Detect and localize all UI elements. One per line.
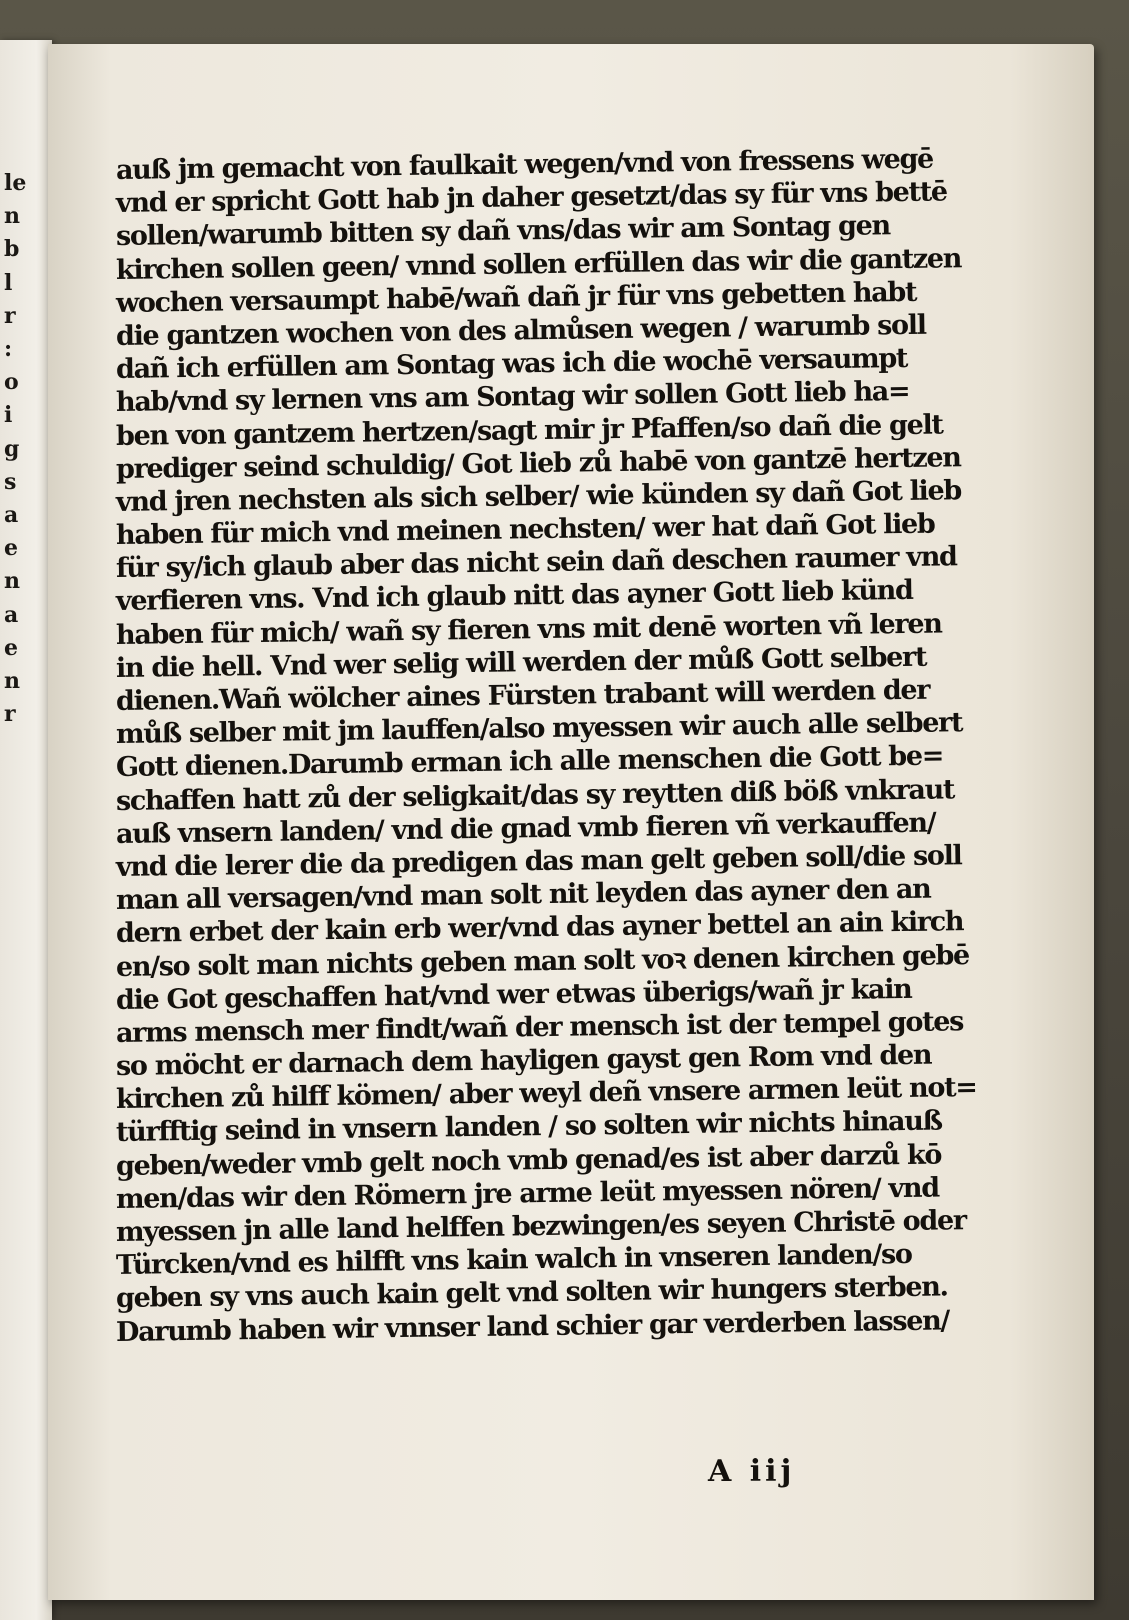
text-line: prediger seind schuldig/ Got lieb zů habē von gantzē hertzen xyxy=(115,441,961,485)
text-line: můß selber mit jm lauffen/also myessen wir auch alle selbert xyxy=(115,707,963,751)
previous-page-letter: n xyxy=(4,668,20,694)
previous-page-letter: r xyxy=(4,701,16,728)
text-line: haben für mich/ wañ sy fieren vns mit denē worten vñ leren xyxy=(115,608,942,651)
text-line: vnd jren nechsten als sich selber/ wie künden sy dañ Got lieb xyxy=(115,475,962,518)
previous-page-letter: le xyxy=(4,170,27,196)
text-line: geben/weder vmb gelt noch vmb genad/es ist aber darzů kō xyxy=(115,1139,942,1182)
text-line: Darumb haben wir vnnser land schier gar verderben lassen/ xyxy=(115,1304,950,1348)
text-line: dienen.Wañ wölcher aines Fürsten trabant will werden der xyxy=(115,674,930,717)
text-line: men/das wir den Römern jre arme leüt myessen nören/ vnd xyxy=(115,1172,940,1215)
previous-page-letter: g xyxy=(4,435,20,462)
text-line: kirchen zů hilff kömen/ aber weyl deñ vnsere armen leüt not= xyxy=(115,1072,977,1116)
previous-page-letter: s xyxy=(4,468,17,495)
text-line: myessen jn alle land helffen bezwingen/es seyen Christē oder xyxy=(115,1205,967,1248)
previous-page-letter: e xyxy=(4,634,18,661)
text-line: auß vnsern landen/ vnd die gnad vmb fieren vñ verkauffen/ xyxy=(115,807,936,850)
previous-page-letter: a xyxy=(4,601,19,628)
text-line: ben von gantzem hertzen/sagt mir jr Pfaffen/so dañ die gelt xyxy=(115,408,943,452)
text-line: arms mensch mer findt/wañ der mensch ist der tempel gotes xyxy=(115,1006,964,1049)
signature-mark: A iij xyxy=(708,1454,796,1489)
book-page xyxy=(48,44,1094,1600)
text-line: für sy/ich glaub aber das nicht sein dañ deschen raumer vnd xyxy=(115,541,957,585)
previous-page-edge xyxy=(0,40,52,1620)
text-line: hab/vnd sy lernen vns am Sontag wir sollen Gott lieb ha= xyxy=(115,376,910,419)
previous-page-letter: n xyxy=(4,203,20,230)
text-line: so möcht er darnach dem hayligen gayst gen Rom vnd den xyxy=(115,1039,932,1083)
text-line: vnd er spricht Gott hab jn daher gesetzt/das sy für vns bettē xyxy=(115,176,947,220)
text-line: haben für mich vnd meinen nechsten/ wer hat dañ Got lieb xyxy=(115,508,935,552)
previous-page-letter: : xyxy=(4,336,13,362)
text-line: türfftig seind in vnsern landen / so solten wir nichts hinauß xyxy=(115,1105,942,1149)
text-line: sollen/warumb bitten sy dañ vns/das wir am Sontag gen xyxy=(115,210,891,253)
text-line: die Got geschaffen hat/vnd wer etwas überigs/wañ jr kain xyxy=(115,973,912,1016)
previous-page-letter: e xyxy=(4,535,18,562)
text-block xyxy=(115,143,977,1349)
text-line: auß jm gemacht von faulkait wegen/vnd von fressens wegē xyxy=(115,143,934,186)
previous-page-letter: a xyxy=(4,502,19,528)
previous-page-letter: n xyxy=(4,568,20,595)
text-line: en/so solt man nichts geben man solt voꝛ denen kirchen gebē xyxy=(115,939,970,983)
previous-page-letter: b xyxy=(4,236,20,263)
previous-page-letter: o xyxy=(4,369,19,396)
text-line: dañ ich erfüllen am Sontag was ich die wochē versaumpt xyxy=(115,343,908,386)
text-line: die gantzen wochen von des almůsen wegen / warumb soll xyxy=(115,309,926,352)
previous-page-letter: l xyxy=(4,269,13,296)
text-line: verfieren vns. Vnd ich glaub nitt das ayner Gott lieb künd xyxy=(115,575,913,618)
text-line: schaffen hatt zů der seligkait/das sy reytten diß böß vnkraut xyxy=(115,773,955,817)
text-line: kirchen sollen geen/ vnnd sollen erfüllen das wir die gantzen xyxy=(115,242,962,286)
previous-page-letter: i xyxy=(4,402,13,429)
text-line: Türcken/vnd es hilfft vns kain walch in vnseren landen/so xyxy=(115,1239,912,1282)
text-line: Gott dienen.Darumb erman ich alle menschen die Gott be= xyxy=(115,740,944,784)
text-line: vnd die lerer die da predigen das man gelt geben soll/die soll xyxy=(115,840,962,883)
text-line: geben sy vns auch kain gelt vnd solten wir hungers sterben. xyxy=(115,1271,948,1315)
text-line: in die hell. Vnd wer selig will werden der můß Gott selbert xyxy=(115,641,927,684)
previous-page-letter: r xyxy=(4,302,16,329)
text-line: man all versagen/vnd man solt nit leyden das ayner den an xyxy=(115,873,931,917)
text-line: dern erbet der kain erb wer/vnd das ayner bettel an ain kirch xyxy=(115,906,964,950)
text-line: wochen versaumpt habē/wañ dañ jr für vns gebetten habt xyxy=(115,276,917,319)
